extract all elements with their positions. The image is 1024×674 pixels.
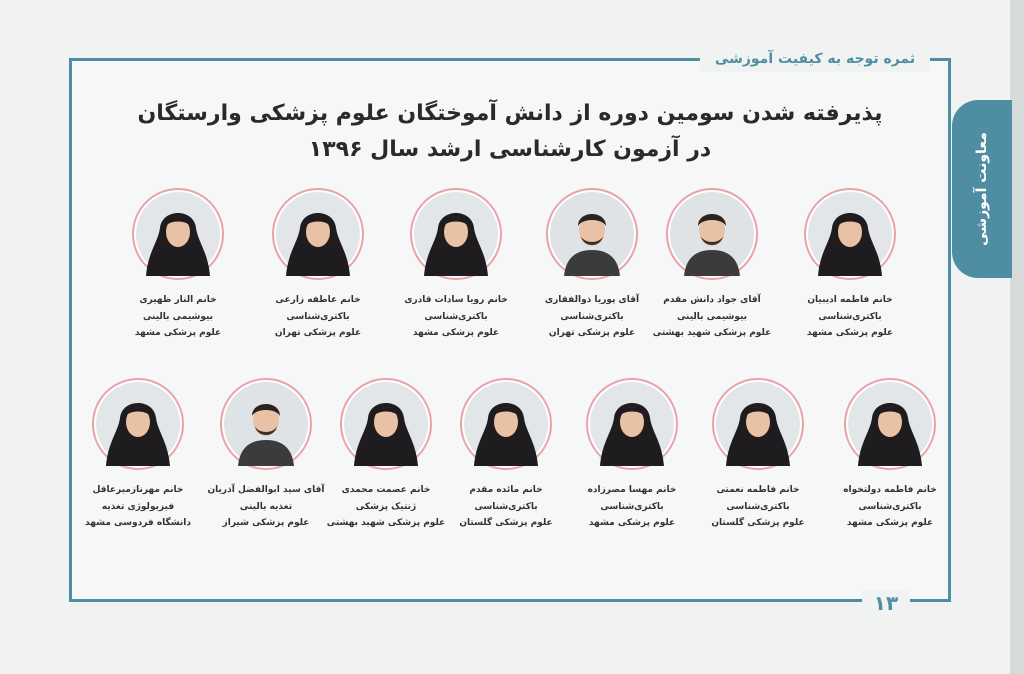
person-field: باکتری‌شناسی (424, 312, 488, 322)
person-card (562, 378, 702, 530)
person-photo (272, 188, 364, 280)
person-name: آقای پوریا ذوالفقاری (544, 295, 640, 305)
portrait-icon (848, 382, 932, 466)
person-photo (586, 378, 678, 470)
person-photo (844, 378, 936, 470)
person-field: تغذیه بالینی (239, 502, 293, 512)
person-field: فیزیولوژی تغذیه (101, 502, 175, 512)
person-card (386, 188, 526, 340)
portrait-icon (590, 382, 674, 466)
page-subtitle: در آزمون کارشناسی ارشد سال ۱۳۹۶ (308, 137, 712, 162)
portrait-icon (276, 192, 360, 276)
person-photo (546, 188, 638, 280)
person-university: علوم پزشکی شهید بهشتی (326, 518, 446, 528)
person-university: علوم پزشکی مشهد (806, 328, 894, 338)
person-field: باکتری‌شناسی (474, 502, 538, 512)
person-name: خانم فاطمه نعمتی (716, 485, 800, 495)
side-tab (952, 100, 1012, 278)
person-card (642, 188, 782, 340)
person-name: خانم عاطفه زارعی (275, 295, 361, 305)
portrait-icon (808, 192, 892, 276)
person-field: بیوشیمی بالینی (142, 312, 214, 322)
person-field: باکتری‌شناسی (560, 312, 624, 322)
person-university: علوم پزشکی تهران (548, 328, 636, 338)
person-field: باکتری‌شناسی (858, 502, 922, 512)
person-university: علوم پزشکی شهید بهشتی (652, 328, 772, 338)
person-card (522, 188, 662, 340)
person-photo (460, 378, 552, 470)
person-university: علوم پزشکی شیراز (222, 518, 310, 528)
person-university: علوم پزشکی مشهد (412, 328, 500, 338)
person-university: دانشگاه فردوسی مشهد (85, 518, 191, 528)
person-field: بیوشیمی بالینی (676, 312, 748, 322)
person-name: آقای سید ابوالفضل آذریان (207, 485, 325, 495)
person-photo (92, 378, 184, 470)
person-card (196, 378, 336, 530)
person-name: خانم مهسا مصرزاده (587, 485, 677, 495)
person-field: باکتری‌شناسی (600, 502, 664, 512)
person-photo (220, 378, 312, 470)
portrait-icon (550, 192, 634, 276)
person-name: خانم النار ظهیری (139, 295, 217, 305)
person-name: خانم مهرنازمیرعاقل (92, 485, 184, 495)
person-photo (712, 378, 804, 470)
portrait-icon (136, 192, 220, 276)
person-university: علوم پزشکی مشهد (846, 518, 934, 528)
portrait-icon (716, 382, 800, 466)
person-university: علوم پزشکی مشهد (134, 328, 222, 338)
person-card (780, 188, 920, 340)
person-university: علوم پزشکی گلستان (711, 518, 805, 528)
person-field: باکتری‌شناسی (726, 502, 790, 512)
portrait-icon (464, 382, 548, 466)
person-card (436, 378, 576, 530)
person-photo (410, 188, 502, 280)
person-photo (804, 188, 896, 280)
side-tab-label: معاونت آموزشی (974, 132, 990, 246)
person-university: علوم پزشکی گلستان (459, 518, 553, 528)
person-photo (132, 188, 224, 280)
person-university: علوم پزشکی مشهد (588, 518, 676, 528)
person-card (108, 188, 248, 340)
person-card (68, 378, 208, 530)
portrait-icon (96, 382, 180, 466)
person-card (820, 378, 960, 530)
page-title: پذیرفته شدن سومین دوره از دانش آموختگان علوم پزشکی وارستگان (137, 101, 883, 126)
person-field: باکتری‌شناسی (286, 312, 350, 322)
page-edge-strip (1010, 0, 1024, 674)
person-name: آقای جواد دانش مقدم (663, 295, 761, 305)
portrait-icon (414, 192, 498, 276)
person-field: ژنتیک پزشکی (355, 502, 417, 512)
person-name: خانم مائده مقدم (469, 485, 543, 495)
person-university: علوم پزشکی تهران (274, 328, 362, 338)
section-label: ثمره توجه به کیفیت آموزشی (700, 46, 930, 72)
person-name: خانم رویا سادات قادری (404, 295, 508, 305)
person-field: باکتری‌شناسی (818, 312, 882, 322)
person-card (316, 378, 456, 530)
person-name: خانم فاطمه ادیبیان (807, 295, 893, 305)
portrait-icon (224, 382, 308, 466)
person-name: خانم فاطمه دولتخواه (843, 485, 937, 495)
person-card (688, 378, 828, 530)
person-photo (666, 188, 758, 280)
person-card (248, 188, 388, 340)
person-name: خانم عصمت محمدی (341, 485, 431, 495)
page-number: ۱۳ (862, 590, 910, 616)
portrait-icon (670, 192, 754, 276)
portrait-icon (344, 382, 428, 466)
person-photo (340, 378, 432, 470)
